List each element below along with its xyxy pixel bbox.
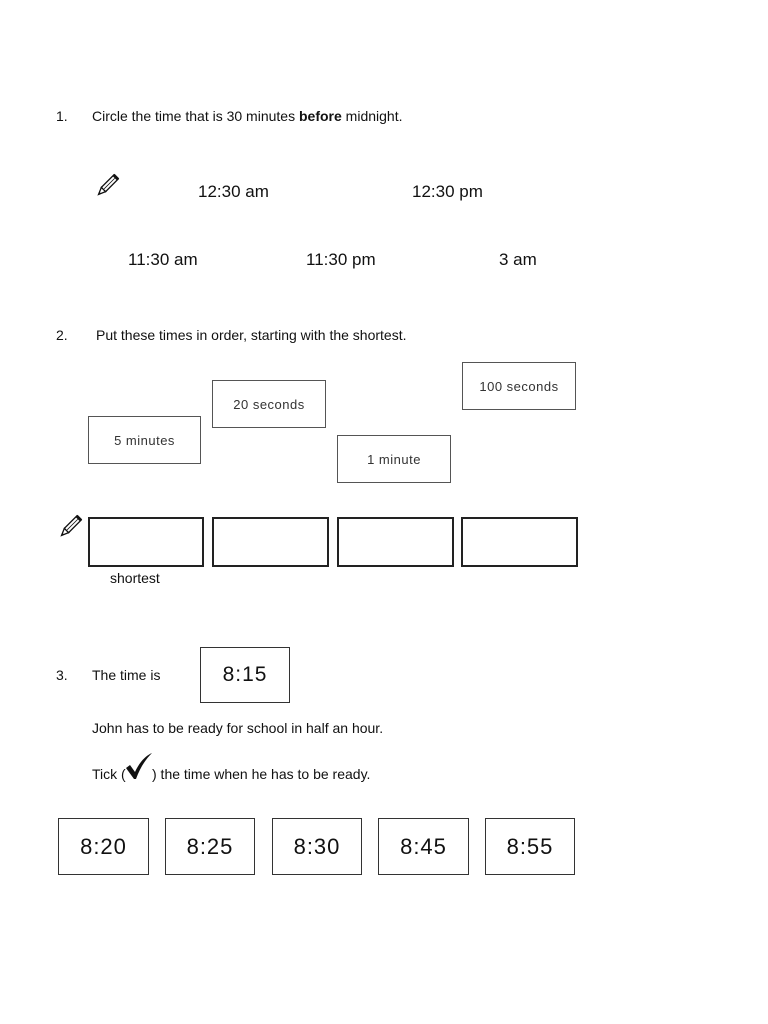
time-option-825[interactable] (165, 818, 255, 875)
shortest-label: shortest (110, 570, 160, 586)
time-option-label: 8:25 (186, 833, 234, 859)
question-1-text-before: Circle the time that is 30 minutes (92, 108, 299, 124)
question-3-tick-suffix: ) the time when he has to be ready. (152, 766, 371, 782)
time-option-1130pm[interactable]: 11:30 pm (306, 250, 376, 269)
question-3-number: 3. (56, 667, 68, 683)
time-card-label: 100 seconds (479, 378, 559, 394)
time-option-820[interactable] (58, 818, 149, 875)
time-card-5-minutes[interactable] (88, 416, 201, 464)
question-1-number: 1. (56, 108, 68, 124)
time-option-845[interactable] (378, 818, 469, 875)
order-slot-2[interactable] (212, 517, 329, 567)
question-3-line1: John has to be ready for school in half an hour. (92, 720, 384, 736)
time-option-1130am[interactable]: 11:30 am (128, 250, 198, 269)
time-option-label: 8:20 (80, 833, 127, 859)
current-time-value: 8:15 (222, 663, 268, 686)
checkmark-icon (124, 752, 154, 780)
question-3-tick-prefix: Tick ( (92, 766, 126, 782)
order-slot-1[interactable] (88, 517, 204, 567)
pencil-icon (56, 513, 84, 541)
time-card-label: 1 minute (367, 451, 421, 467)
order-slot-4[interactable] (461, 517, 578, 567)
time-card-100-seconds[interactable] (462, 362, 576, 410)
time-option-1230am[interactable]: 12:30 am (198, 182, 269, 201)
time-option-3am[interactable]: 3 am (499, 250, 537, 269)
time-card-label: 5 minutes (114, 432, 175, 448)
order-slot-3[interactable] (337, 517, 454, 567)
question-2-text: Put these times in order, starting with the shortest. (96, 327, 407, 343)
pencil-icon (93, 172, 121, 200)
question-3-text: The time is (92, 667, 161, 683)
time-option-label: 8:45 (400, 833, 447, 859)
time-option-1230pm[interactable]: 12:30 pm (412, 182, 483, 201)
time-card-20-seconds[interactable] (212, 380, 326, 428)
question-1-text-after: midnight. (341, 108, 403, 124)
time-option-label: 8:30 (293, 833, 341, 859)
time-option-855[interactable] (485, 818, 575, 875)
time-card-label: 20 seconds (233, 396, 305, 412)
question-1-text-bold: before (298, 108, 342, 124)
time-option-830[interactable] (272, 818, 362, 875)
time-option-label: 8:55 (506, 833, 554, 859)
time-card-1-minute[interactable] (337, 435, 451, 483)
question-1-text (92, 108, 402, 124)
current-time-box (200, 647, 290, 703)
question-2-number: 2. (56, 327, 68, 343)
